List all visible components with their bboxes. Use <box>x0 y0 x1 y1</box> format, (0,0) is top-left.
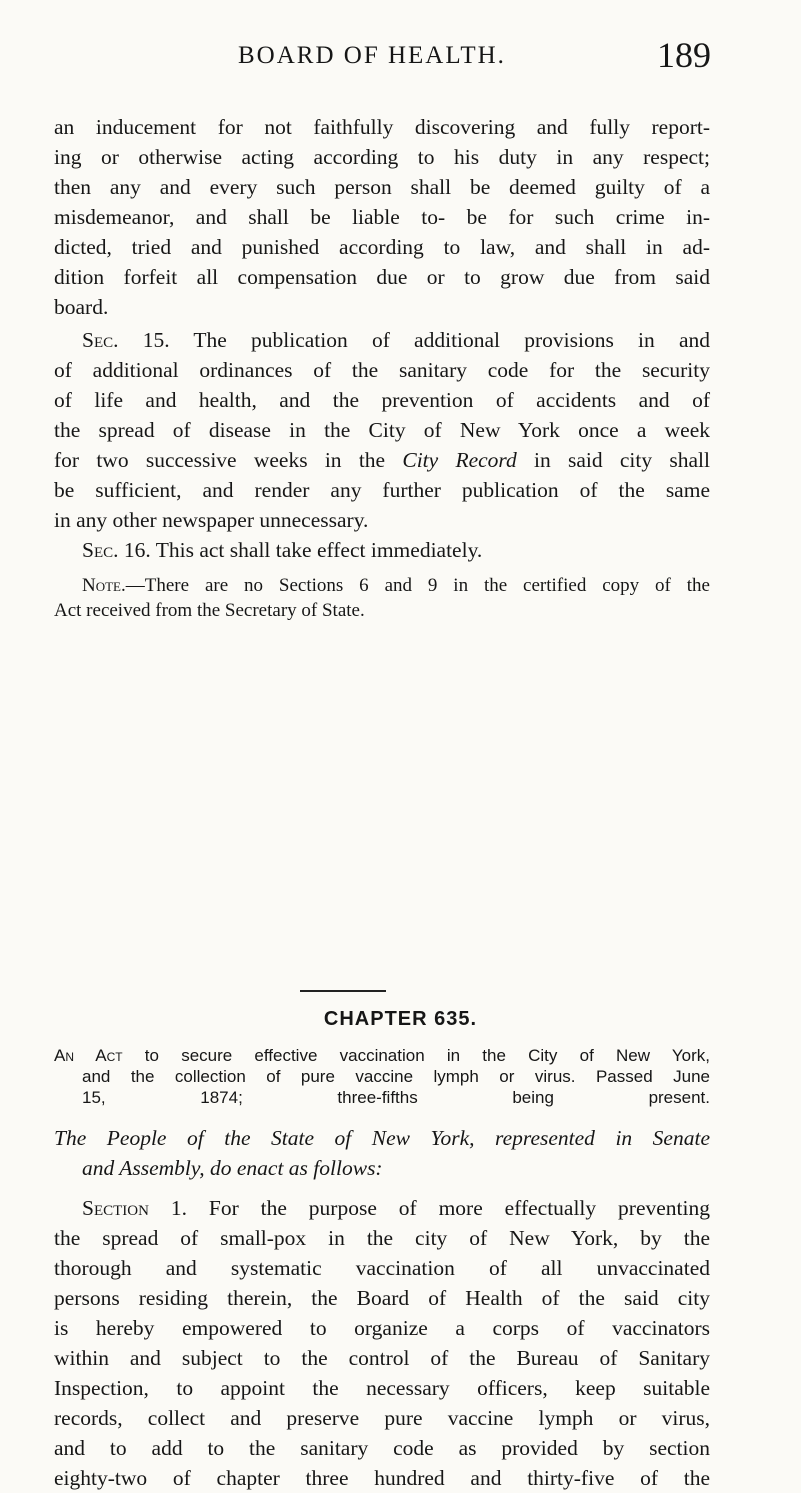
page-number: 189 <box>657 35 711 75</box>
text-line: thorough and systematic vaccination of all unvaccinated <box>54 1256 710 1280</box>
section-1 <box>54 1193 710 1493</box>
divider <box>300 990 386 992</box>
text-line: for two successive weeks in the City Record in said city shall <box>54 448 710 472</box>
section-label: Sec. 15. <box>82 328 170 352</box>
text-line: is hereby empowered to organize a corps of vaccinators <box>54 1316 710 1340</box>
text-line: eighty-two of chapter three hundred and thirty-five of the <box>54 1466 710 1490</box>
act-title <box>54 1045 710 1108</box>
text-line: board. <box>54 295 109 319</box>
text-line: ing or otherwise acting according to his duty in any respect; <box>54 145 710 169</box>
text-line: 15, 1874; three-fifths being present. <box>82 1088 710 1107</box>
text-line: dicted, tried and punished according to law, and shall in ad- <box>54 235 710 259</box>
text-line: Act received from the Secretary of State. <box>54 600 365 621</box>
text-line: and Assembly, do enact as follows: <box>82 1156 383 1180</box>
section-label: Section 1. <box>82 1196 187 1220</box>
text-line: An Act to secure effective vaccination in the City of New York, <box>54 1046 711 1065</box>
text-line: of additional ordinances of the sanitary code for the security <box>54 358 710 382</box>
text-line: Section 1. For the purpose of more effectually preventing <box>82 1196 710 1220</box>
note <box>54 573 710 623</box>
text-line: and to add to the sanitary code as provided by section <box>54 1436 710 1460</box>
text-line: in any other newspaper unnecessary. <box>54 508 369 532</box>
paragraph-continuation <box>54 112 710 322</box>
text-line: persons residing therein, the Board of Health of the said city <box>54 1286 710 1310</box>
chapter-heading: CHAPTER 635. <box>323 1008 478 1030</box>
section-label: Sec. 16. <box>82 538 151 562</box>
text-line: be sufficient, and render any further publication of the same <box>54 478 710 502</box>
text-line: the spread of small-pox in the city of New York, by the <box>54 1226 710 1250</box>
text-line: Inspection, to appoint the necessary officers, keep suitable <box>54 1376 710 1400</box>
note-label: Note. <box>82 575 126 596</box>
section-16 <box>54 535 710 565</box>
text-line: dition forfeit all compensation due or to grow due from said <box>54 265 710 289</box>
enacting-clause <box>54 1123 710 1183</box>
running-head <box>0 35 801 80</box>
text-line: records, collect and preserve pure vaccine lymph or virus, <box>54 1406 710 1430</box>
text-line: an inducement for not faithfully discovering and fully report- <box>54 115 710 139</box>
act-label: An Act <box>54 1046 123 1065</box>
text-line: then any and every such person shall be deemed guilty of a <box>54 175 710 199</box>
text-line: The People of the State of New York, represented in Senate <box>54 1126 710 1150</box>
section-15 <box>54 325 710 535</box>
text-line: the spread of disease in the City of New York once a week <box>54 418 710 442</box>
running-head-title: BOARD OF HEALTH. <box>238 42 506 69</box>
publication-title: City Record <box>402 448 517 472</box>
text-line: Note.—There are no Sections 6 and 9 in the certified copy of the <box>82 575 710 596</box>
text-line: and the collection of pure vaccine lymph or virus. Passed June <box>82 1067 710 1086</box>
text-line: within and subject to the control of the Bureau of Sanitary <box>54 1346 710 1370</box>
text-line: of life and health, and the prevention of accidents and of <box>54 388 710 412</box>
text-line: misdemeanor, and shall be liable to- be for such crime in- <box>54 205 710 229</box>
text-line: Sec. 15. The publication of additional provisions in and <box>82 328 710 352</box>
text-line: Sec. 16. This act shall take effect immediately. <box>82 538 483 562</box>
